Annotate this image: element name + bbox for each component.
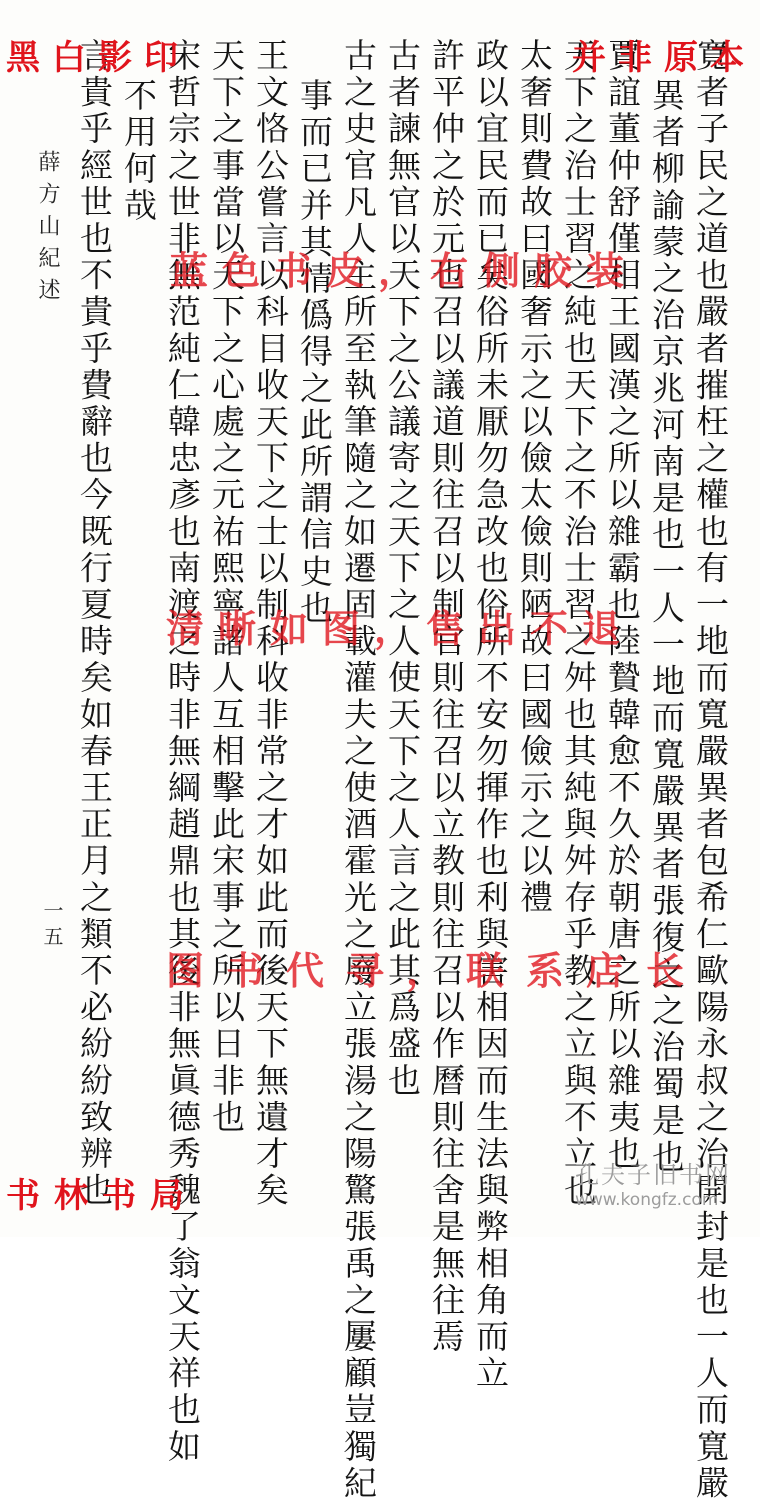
watermark-middle-3: 图书代寻，联系店长 bbox=[166, 949, 707, 993]
text-column-11: 王文恪公嘗言以科目收天下之士以制科收非常之才如此而後天下無遺才矣 bbox=[251, 38, 290, 1210]
watermark-bottom-left: 书林书局 bbox=[6, 1176, 198, 1216]
watermark-middle-1: 蓝色书皮，右侧胶装 bbox=[170, 249, 639, 293]
watermark-top-right: 并非原本 bbox=[572, 38, 756, 78]
running-head: 薛方山紀述 bbox=[35, 150, 60, 310]
watermark-middle-2: 清晰如图，售出不退 bbox=[166, 607, 635, 651]
site-url: www.kongfz.com bbox=[575, 1190, 719, 1210]
text-column-14: 不用何哉 bbox=[119, 78, 158, 225]
text-column-12: 天下之事當以天下之心處之元祐熙寧諸人互相擊此宋事之所以日非也 bbox=[207, 38, 246, 1136]
text-column-4: 天下之治士習之純也天下之不治士習之舛也其純與舛存乎教之立與不立也 bbox=[559, 38, 598, 1210]
page-number: 一五 bbox=[40, 900, 64, 952]
site-brand: 孔夫子旧书网 bbox=[575, 1161, 731, 1189]
text-column-7: 許平仲之於元也召以議道則往召以制官則往召以立教則往召以作曆則往舍是無往焉 bbox=[427, 38, 466, 1356]
text-column-15: 言貴乎經世也不貴乎費辭也今既行夏時矣如春王正月之類不必紛紛致辨也 bbox=[75, 38, 114, 1210]
text-column-5: 太奢則費故曰國奢示之以儉太儉則陋故曰國儉示之以禮 bbox=[515, 38, 554, 917]
watermark-top-left: 黑白影印 bbox=[6, 38, 190, 78]
text-column-8: 古者諫無官以天下之公議寄之天下之人使天下之人言之此其爲盛也 bbox=[383, 38, 422, 1100]
site-watermark bbox=[575, 1160, 731, 1211]
text-column-2: 異者柳諭蒙之治京兆河南是也一人一地而寬嚴異者張復之之治蜀是也 bbox=[647, 78, 686, 1176]
text-column-1: 寬者子民之道也嚴者摧枉之權也有一地而寬嚴異者包希仁歐陽永叔之治開封是也一人而寬嚴 bbox=[691, 38, 730, 1502]
text-column-3: 賈誼董仲舒僅相王國漢之所以雜霸也陸贄韓愈不久於朝唐之所以雜夷也 bbox=[603, 38, 642, 1173]
text-column-13: 宋哲宗之世非無范純仁韓忠彥也南渡之時非無綱趙鼎也其後非無眞德秀魏了翁文天祥也如 bbox=[163, 38, 202, 1466]
text-column-6: 政以宜民而已矣俗所未厭勿急改也俗所不安勿揮作也利與害相因而生法與弊相角而立 bbox=[471, 38, 510, 1393]
text-column-9: 古之史官凡人主所至執筆隨之如遷固載灌夫之使酒霍光之廢立張湯之陽驚張禹之屢顧豈獨紀 bbox=[339, 38, 378, 1502]
text-column-10: 事而已并其情僞得之此所謂信史也 bbox=[295, 78, 334, 627]
